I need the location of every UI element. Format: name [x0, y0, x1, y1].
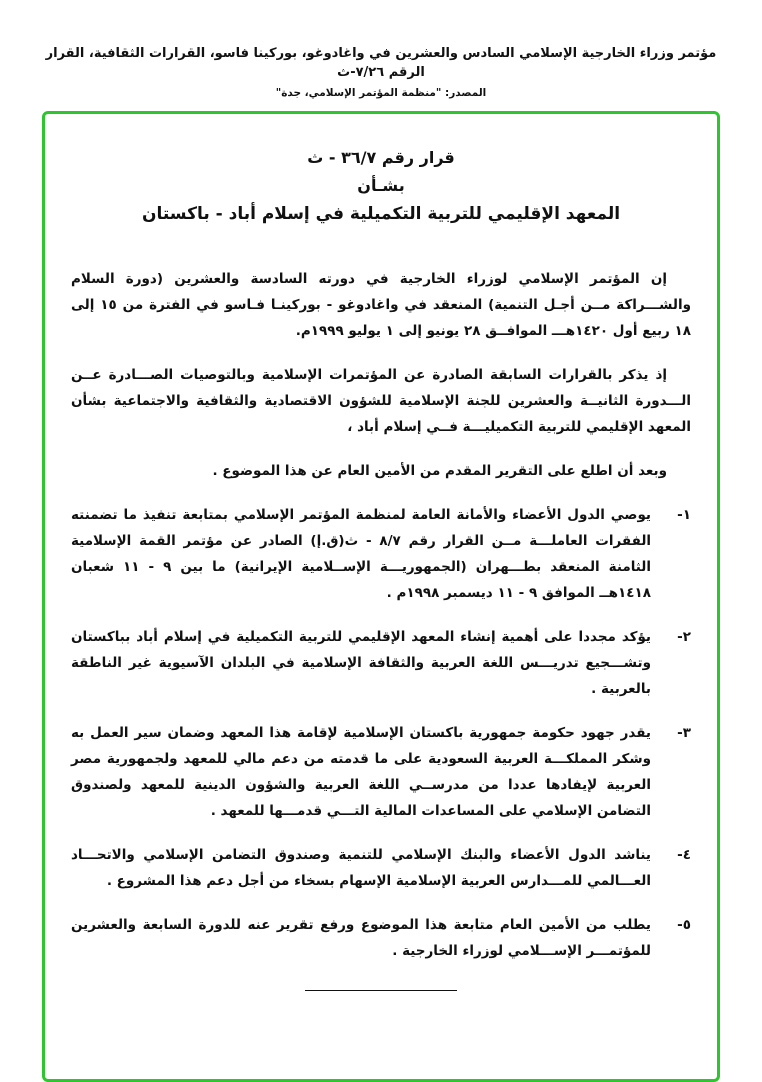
operative-item: [71, 624, 691, 702]
text-line: يوصي الدول الأعضاء والأمانة العامة لمنظمة المؤتمر الإسلامي بمتابعة تنفيذ ما تضمنته الفقرات العاملـــة مــن: [71, 507, 652, 549]
text-line: إذ يذكر بالقرارات السابقة الصادرة عن المؤتمرات الإسلامية وبالتوصيات الصـــادرة عــن الـــدورة الثانيــة: [71, 367, 691, 409]
item-number: ٤-: [677, 847, 691, 863]
resolution-number: قرار رقم ٣٦/٧ - ث: [307, 148, 455, 167]
text-line: وبعد أن اطلع على التقرير المقدم من الأمين العام عن هذا الموضوع .: [212, 463, 667, 479]
preamble-paragraph: [71, 266, 691, 344]
green-frame: [42, 111, 720, 1082]
text-line: العربية الإسلامية الإسهام بسخاء من أجل دعم هذا المشروع .: [106, 873, 506, 889]
resolution-regarding: بشـأن: [357, 176, 405, 195]
document-source: المصدر: "منظمة المؤتمر الإسلامي، جدة": [275, 87, 487, 99]
text-line: اللغة العربية والثقافة الإسلامية في البلدان الآسيوية غير الناطقة بالعربية .: [71, 655, 651, 697]
item-number: ٥-: [677, 917, 691, 933]
resolution-subject: المعهد الإقليمي للتربية التكميلية في إسلام أباد - باكستان: [141, 204, 621, 224]
text-line: العربية السعودية على ما قدمته من دعم مالي للمعهد ولجمهورية مصر العربية لإيفادها عددا من مدرســي: [71, 751, 651, 793]
item-text: [71, 502, 651, 606]
operative-item: [71, 720, 691, 824]
item-text: [71, 912, 651, 964]
document-header-title: مؤتمر وزراء الخارجية الإسلامي السادس والعشرين في واغادوغو، بوركينا فاسو، القرارات الثقافية، القرار الرقم ٧/٢٦-ث: [45, 46, 717, 80]
text-line: الإيرانية) ما بين ٩ - ١١ شعبان ١٤١٨هــ الموافق ٩ - ١١ ديسمبر ١٩٩٨م .: [71, 559, 651, 601]
operative-item: [71, 502, 691, 606]
item-text: [71, 720, 651, 824]
text-line: إسلام أباد ،: [347, 419, 422, 435]
preamble-paragraph: [71, 458, 691, 484]
text-line: التنمية) المنعقد في واغادوغو - بوركينـا فـاسو في الفترة من ١٥ إلى ١٨ ربيع أول ١٤٢٠هـــ الموافــق ٢٨: [71, 297, 691, 339]
text-line: يطلب من الأمين العام متابعة هذا الموضوع ورفع تقرير عنه للدورة السابعة والعشرين للمؤتمـــر الإســـلامي: [71, 917, 651, 959]
end-rule: [305, 990, 457, 991]
preamble-paragraph: [71, 362, 691, 440]
item-number: ٢-: [677, 629, 691, 645]
item-text: [71, 624, 651, 702]
text-line: يقدر جهود حكومة جمهورية باكستان الإسلامية لإقامة هذا المعهد وضمان سير العمل به وشكر المملكـــة: [71, 725, 651, 767]
text-line: يونيو إلى ١ يوليو ١٩٩٩م.: [295, 323, 460, 339]
item-number: ٣-: [677, 725, 691, 741]
text-line: اللغة العربية والشؤون الدينية للمعهد ولصندوق التضامن الإسلامي على المساعدات المالية التـــي قدمـــها: [71, 777, 651, 819]
text-line: والعشرين للجنة الإسلامية للشؤون الاقتصادية والثقافية والاجتماعية بشأن المعهد الإقليمي للتربية التكميليـــة فــي: [71, 393, 691, 435]
text-line: يناشد الدول الأعضاء والبنك الإسلامي للتنمية وصندوق التضامن الإسلامي والاتحـــاد العـــالمي للمـــدارس: [71, 847, 651, 889]
operative-item: [71, 842, 691, 894]
text-line: إن المؤتمر الإسلامي لوزراء الخارجية في دورته السادسة والعشرين (دورة السلام والشـــراكة مــن أجـل: [71, 271, 692, 313]
operative-item: [71, 912, 691, 964]
resolution-body: [71, 266, 691, 964]
text-line: لوزراء الخارجية .: [392, 943, 504, 959]
text-line: للمعهد .: [210, 803, 265, 819]
item-text: [71, 842, 651, 894]
text-line: القرار رقم ٨/٧ - ث(ق.إ) الصادر عن مؤتمر القمة الإسلامية الثامنة المنعقد بطـــهران (الجمهوريـــة الإســلامية: [71, 533, 651, 575]
item-number: ١-: [677, 507, 691, 523]
text-line: يؤكد مجددا على أهمية إنشاء المعهد الإقليمي للتربية التكميلية في إسلام أباد بباكستان وتشـــجيع تدريـــس: [71, 629, 651, 671]
